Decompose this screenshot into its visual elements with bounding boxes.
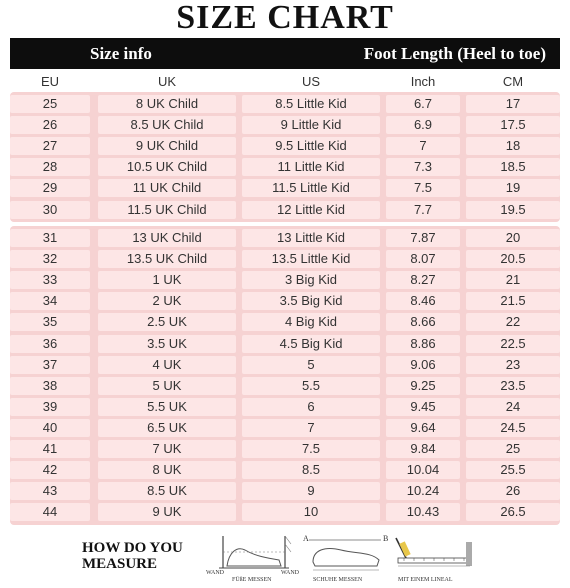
cell-us: 5.5	[242, 377, 380, 395]
cell-us: 11.5 Little Kid	[242, 179, 380, 197]
cell-inch: 10.04	[386, 461, 460, 479]
cell-us: 5	[242, 356, 380, 374]
cell-eu: 32	[10, 250, 90, 268]
table-row	[10, 270, 560, 291]
wand-left-label: WAND	[206, 570, 224, 576]
cell-eu: 30	[10, 201, 90, 219]
cell-eu: 31	[10, 229, 90, 247]
cell-inch: 8.66	[386, 313, 460, 331]
cell-uk: 13.5 UK Child	[98, 250, 236, 268]
table-row	[10, 115, 560, 136]
cell-us: 7	[242, 419, 380, 437]
table-row	[10, 376, 560, 397]
cell-uk: 6.5 UK	[98, 419, 236, 437]
table-row	[10, 228, 560, 249]
cell-us: 13.5 Little Kid	[242, 250, 380, 268]
cell-inch: 8.86	[386, 335, 460, 353]
caption-ruler: MIT EINEM LINEAL	[398, 577, 453, 583]
cell-uk: 11.5 UK Child	[98, 201, 236, 219]
cell-cm: 22.5	[466, 335, 560, 353]
table-row	[10, 312, 560, 333]
cell-cm: 18	[466, 137, 560, 155]
cell-inch: 10.43	[386, 503, 460, 521]
cell-inch: 9.25	[386, 377, 460, 395]
cell-us: 7.5	[242, 440, 380, 458]
cell-us: 3.5 Big Kid	[242, 292, 380, 310]
table-row	[10, 397, 560, 418]
cell-cm: 17.5	[466, 116, 560, 134]
table-row	[10, 94, 560, 115]
table-row	[10, 136, 560, 157]
label-a: A	[303, 534, 309, 543]
cell-eu: 36	[10, 335, 90, 353]
cell-eu: 27	[10, 137, 90, 155]
cell-uk: 5.5 UK	[98, 398, 236, 416]
cell-us: 13 Little Kid	[242, 229, 380, 247]
cell-uk: 4 UK	[98, 356, 236, 374]
label-b: B	[383, 534, 389, 543]
measure-heading-line1: HOW DO YOU	[82, 540, 183, 556]
size-info-label: Size info	[90, 44, 152, 63]
cell-us: 6	[242, 398, 380, 416]
table-row	[10, 439, 560, 460]
cell-eu: 29	[10, 179, 90, 197]
wand-right-label: WAND	[281, 570, 299, 576]
table-row	[10, 481, 560, 502]
cell-us: 10	[242, 503, 380, 521]
table-row	[10, 157, 560, 178]
table-row	[10, 249, 560, 270]
cell-us: 9.5 Little Kid	[242, 137, 380, 155]
cell-inch: 9.06	[386, 356, 460, 374]
cell-cm: 20.5	[466, 250, 560, 268]
table-row	[10, 334, 560, 355]
cell-inch: 7.87	[386, 229, 460, 247]
cell-uk: 5 UK	[98, 377, 236, 395]
cell-inch: 8.27	[386, 271, 460, 289]
cell-eu: 37	[10, 356, 90, 374]
cell-cm: 24	[466, 398, 560, 416]
cell-cm: 23	[466, 356, 560, 374]
cell-cm: 17	[466, 95, 560, 113]
measure-section	[0, 530, 570, 588]
cell-uk: 8.5 UK Child	[98, 116, 236, 134]
page-title: SIZE CHART	[176, 0, 394, 36]
ruler-illustration	[392, 532, 474, 574]
table-row	[10, 355, 560, 376]
cell-inch: 6.7	[386, 95, 460, 113]
cell-inch: 6.9	[386, 116, 460, 134]
cell-us: 11 Little Kid	[242, 158, 380, 176]
caption-measure-feet: FÜßE MESSEN	[232, 577, 272, 583]
cell-eu: 34	[10, 292, 90, 310]
cell-inch: 7	[386, 137, 460, 155]
cell-uk: 10.5 UK Child	[98, 158, 236, 176]
cell-inch: 8.07	[386, 250, 460, 268]
cell-cm: 21.5	[466, 292, 560, 310]
cell-inch: 9.64	[386, 419, 460, 437]
cell-inch: 10.24	[386, 482, 460, 500]
cell-eu: 39	[10, 398, 90, 416]
cell-cm: 26.5	[466, 503, 560, 521]
column-header-inch: Inch	[410, 74, 436, 89]
cell-cm: 18.5	[466, 158, 560, 176]
table-row	[10, 291, 560, 312]
cell-eu: 42	[10, 461, 90, 479]
table-row	[10, 460, 560, 481]
cell-uk: 8 UK	[98, 461, 236, 479]
cell-eu: 26	[10, 116, 90, 134]
cell-cm: 25	[466, 440, 560, 458]
cell-eu: 28	[10, 158, 90, 176]
column-headers	[10, 71, 560, 91]
cell-eu: 43	[10, 482, 90, 500]
column-header-us: US	[301, 74, 321, 89]
column-header-uk: UK	[157, 74, 177, 89]
cell-uk: 3.5 UK	[98, 335, 236, 353]
cell-cm: 22	[466, 313, 560, 331]
measure-heading	[82, 540, 183, 572]
cell-uk: 7 UK	[98, 440, 236, 458]
cell-us: 3 Big Kid	[242, 271, 380, 289]
cell-cm: 20	[466, 229, 560, 247]
caption-measure-shoes: SCHUHE MESSEN	[313, 577, 363, 583]
table-row	[10, 200, 560, 221]
cell-eu: 44	[10, 503, 90, 521]
cell-uk: 9 UK Child	[98, 137, 236, 155]
cell-uk: 8.5 UK	[98, 482, 236, 500]
column-header-eu: EU	[40, 74, 60, 89]
cell-us: 9 Little Kid	[242, 116, 380, 134]
cell-us: 4 Big Kid	[242, 313, 380, 331]
cell-eu: 38	[10, 377, 90, 395]
cell-inch: 7.3	[386, 158, 460, 176]
column-header-cm: CM	[502, 74, 524, 89]
cell-inch: 9.84	[386, 440, 460, 458]
shoe-measure-illustration	[305, 534, 385, 574]
cell-inch: 7.5	[386, 179, 460, 197]
cell-cm: 19	[466, 179, 560, 197]
cell-inch: 8.46	[386, 292, 460, 310]
cell-us: 8.5 Little Kid	[242, 95, 380, 113]
cell-cm: 21	[466, 271, 560, 289]
table-row	[10, 502, 560, 523]
cell-eu: 33	[10, 271, 90, 289]
cell-cm: 23.5	[466, 377, 560, 395]
cell-uk: 8 UK Child	[98, 95, 236, 113]
cell-uk: 9 UK	[98, 503, 236, 521]
cell-uk: 13 UK Child	[98, 229, 236, 247]
cell-us: 9	[242, 482, 380, 500]
cell-inch: 9.45	[386, 398, 460, 416]
foot-length-label: Foot Length (Heel to toe)	[363, 44, 546, 63]
cell-inch: 7.7	[386, 201, 460, 219]
table-row	[10, 418, 560, 439]
cell-cm: 25.5	[466, 461, 560, 479]
cell-us: 12 Little Kid	[242, 201, 380, 219]
cell-cm: 26	[466, 482, 560, 500]
cell-cm: 24.5	[466, 419, 560, 437]
cell-uk: 11 UK Child	[98, 179, 236, 197]
cell-eu: 25	[10, 95, 90, 113]
cell-cm: 19.5	[466, 201, 560, 219]
cell-uk: 2 UK	[98, 292, 236, 310]
table-row	[10, 178, 560, 199]
cell-eu: 41	[10, 440, 90, 458]
measure-heading-line2: MEASURE	[82, 556, 158, 572]
cell-uk: 2.5 UK	[98, 313, 236, 331]
cell-eu: 40	[10, 419, 90, 437]
cell-eu: 35	[10, 313, 90, 331]
table-header-bar	[10, 38, 560, 69]
cell-uk: 1 UK	[98, 271, 236, 289]
cell-us: 8.5	[242, 461, 380, 479]
cell-us: 4.5 Big Kid	[242, 335, 380, 353]
foot-measure-illustration	[205, 532, 305, 574]
